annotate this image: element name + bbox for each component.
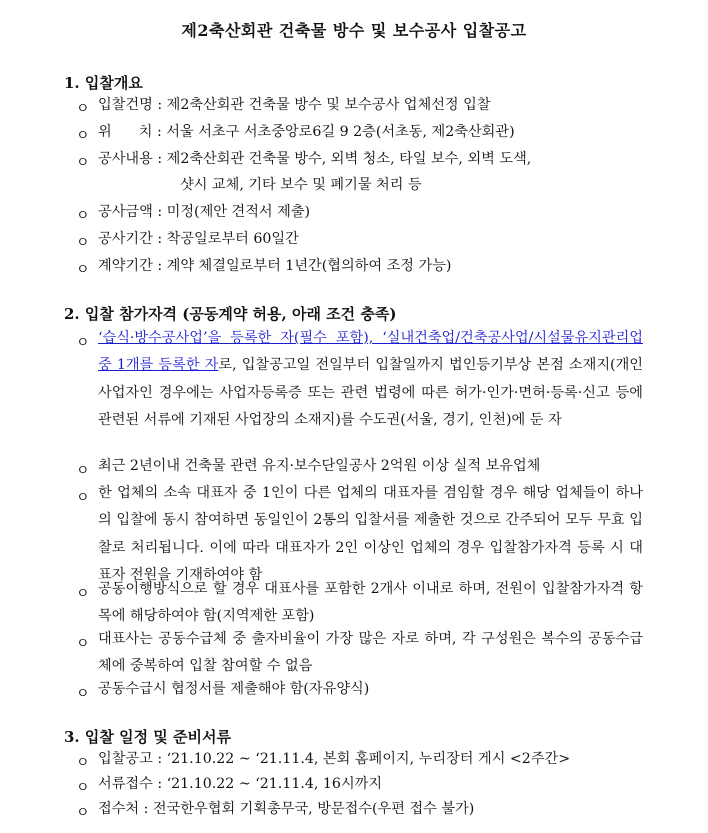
overview-item bbox=[98, 253, 451, 280]
bullet-icon: ㅇ bbox=[76, 755, 90, 771]
required-license-link[interactable]: ‘습식·방수공사업’을 등록한 자(필수 포함), ‘실내건축업/건축공사업/시설물유지관리업 중 1개를 등록한 자 bbox=[98, 330, 643, 374]
schedule-item: 서류접수 : ‘21.10.22 ~ ‘21.11.4, 16시까지 bbox=[98, 776, 383, 792]
item-label: 위 치 : bbox=[98, 124, 167, 140]
bullet-icon: ㅇ bbox=[76, 490, 90, 506]
item-text: 제2축산회관 건축물 방수, 외벽 청소, 타일 보수, 외벽 도색, bbox=[166, 151, 532, 167]
item-text: 계약 체결일로부터 1년간(협의하여 조정 가능) bbox=[166, 258, 452, 274]
schedule-item: 접수처 : 전국한우협회 기획총무국, 방문접수(우편 접수 불가) bbox=[98, 801, 475, 817]
overview-item bbox=[98, 119, 515, 146]
schedule-item: 입찰공고 : ‘21.10.22 ~ ‘21.11.4, 본회 홈페이지, 누리장터 게시 <2주간> bbox=[98, 751, 571, 767]
overview-item-continuation: 샷시 교체, 기타 보수 및 폐기물 처리 등 bbox=[180, 177, 422, 193]
overview-item bbox=[98, 92, 491, 119]
bullet-icon: ㅇ bbox=[76, 262, 90, 278]
qualification-item: 공동수급시 협정서를 제출해야 함(자유양식) bbox=[98, 681, 370, 697]
bullet-icon: ㅇ bbox=[76, 128, 90, 144]
qualification-item: 대표사는 공동수급체 중 출자비율이 가장 많은 자로 하며, 각 구성원은 복수의 공동수급체에 중복하여 입찰 참여할 수 없음 bbox=[98, 631, 643, 675]
item-label: 공사내용 : bbox=[98, 151, 167, 167]
qualification-item bbox=[98, 325, 643, 434]
item-text: 미정(제안 견적서 제출) bbox=[166, 204, 311, 220]
item-text: 착공일로부터 60일간 bbox=[166, 231, 299, 247]
bullet-icon: ㅇ bbox=[76, 780, 90, 796]
bullet-icon: ㅇ bbox=[76, 636, 90, 652]
section-1-heading: 1. 입찰개요 bbox=[64, 74, 143, 92]
document-title: 제2축산회관 건축물 방수 및 보수공사 입찰공고 bbox=[181, 21, 527, 40]
item-text: 제2축산회관 건축물 방수 및 보수공사 업체선정 입찰 bbox=[166, 97, 491, 113]
bullet-icon: ㅇ bbox=[76, 805, 90, 821]
item-label: 계약기간 : bbox=[98, 258, 167, 274]
qualification-item: 최근 2년이내 건축물 관련 유지·보수단일공사 2억원 이상 실적 보유업체 bbox=[98, 458, 541, 474]
bullet-icon: ㅇ bbox=[76, 101, 90, 117]
section-3-heading: 3. 입찰 일정 및 준비서류 bbox=[64, 728, 231, 746]
item-text: 서울 서초구 서초중앙로6길 9 2층(서초동, 제2축산회관) bbox=[166, 124, 515, 140]
item-label: 공사기간 : bbox=[98, 231, 167, 247]
item-label: 입찰건명 : bbox=[98, 97, 167, 113]
qualification-text: 로, 입찰공고일 전일부터 입찰일까지 법인등기부상 본점 소재지(개인사업자인 경우에는 사업자등록증 또는 관련 법령에 따른 허가·인가·면허·등록·신고 등에 관련된 서류에 기재된 사업장의 소재지)를 수도권(서울, 경기, 인천)에 둔 자 bbox=[98, 357, 643, 428]
bullet-icon: ㅇ bbox=[76, 235, 90, 251]
overview-item bbox=[98, 226, 299, 253]
bullet-icon: ㅇ bbox=[76, 208, 90, 224]
overview-item bbox=[98, 199, 310, 226]
qualification-item: 한 업체의 소속 대표자 중 1인이 다른 업체의 대표자를 겸임할 경우 해당 업체들이 하나의 입찰에 동시 참여하면 동일인이 2통의 입찰서를 제출한 것으로 간주되어 모두 무효 입찰로 처리됩니다. 이에 따라 대표자가 2인 이상인 업체의 경우 입찰참가자격 등록 시 대표자 전원을 기재하여야 함 bbox=[98, 485, 643, 583]
section-2-heading: 2. 입찰 참가자격 (공동계약 허용, 아래 조건 충족) bbox=[64, 305, 397, 323]
bullet-icon: ㅇ bbox=[76, 155, 90, 171]
bullet-icon: ㅇ bbox=[76, 686, 90, 702]
bullet-icon: ㅇ bbox=[76, 586, 90, 602]
bullet-icon: ㅇ bbox=[76, 463, 90, 479]
bullet-icon: ㅇ bbox=[76, 335, 90, 351]
item-label: 공사금액 : bbox=[98, 204, 167, 220]
qualification-item: 공동이행방식으로 할 경우 대표사를 포함한 2개사 이내로 하며, 전원이 입찰참가자격 항목에 해당하여야 함(지역제한 포함) bbox=[98, 581, 643, 625]
overview-item bbox=[98, 146, 531, 173]
